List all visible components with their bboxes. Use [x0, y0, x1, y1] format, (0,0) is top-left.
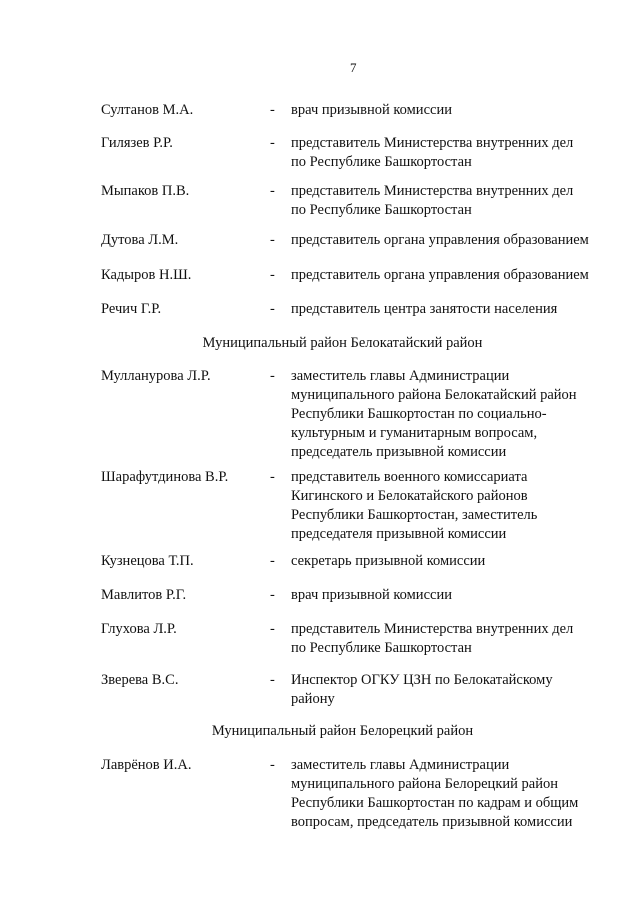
member-name: Дутова Л.М.: [101, 232, 179, 248]
member-role-line: заместитель главы Администрации: [291, 368, 510, 384]
member-name: Лаврёнов И.А.: [101, 757, 192, 773]
member-role-line: культурным и гуманитарным вопросам,: [291, 425, 538, 441]
member-role-line: Республики Башкортостан по кадрам и общим: [291, 795, 579, 811]
separator-dash: -: [270, 587, 275, 603]
member-role-line: врач призывной комиссии: [291, 587, 452, 603]
member-role-line: Республики Башкортостан, заместитель: [291, 507, 538, 523]
member-role: [291, 620, 631, 658]
separator-dash: -: [270, 368, 275, 384]
separator-dash: -: [270, 267, 275, 283]
member-role: [291, 266, 631, 285]
member-role-line: представитель военного комиссариата: [291, 469, 528, 485]
member-name: Шарафутдинова В.Р.: [101, 469, 229, 485]
member-role: [291, 468, 631, 544]
member-role-line: представитель Министерства внутренних дел: [291, 621, 574, 637]
member-role: [291, 182, 631, 220]
member-role-line: району: [291, 691, 335, 707]
member-name: Кузнецова Т.П.: [101, 553, 194, 569]
member-role: [291, 586, 631, 605]
separator-dash: -: [270, 301, 275, 317]
member-role-line: представитель Министерства внутренних дел: [291, 135, 574, 151]
member-role: [291, 231, 631, 250]
member-role: [291, 552, 631, 571]
separator-dash: -: [270, 553, 275, 569]
member-role-line: представитель органа управления образованием: [291, 267, 589, 283]
member-role-line: Инспектор ОГКУ ЦЗН по Белокатайскому: [291, 672, 553, 688]
separator-dash: -: [270, 102, 275, 118]
separator-dash: -: [270, 183, 275, 199]
member-name: Мулланурова Л.Р.: [101, 368, 211, 384]
member-role-line: вопросам, председатель призывной комиссии: [291, 814, 573, 830]
member-role: [291, 756, 631, 832]
member-name: Мавлитов Р.Г.: [101, 587, 187, 603]
member-role-line: представитель центра занятости населения: [291, 301, 558, 317]
member-role-line: врач призывной комиссии: [291, 102, 452, 118]
member-name: Кадыров Н.Ш.: [101, 267, 192, 283]
member-name: Султанов М.А.: [101, 102, 194, 118]
member-role-line: муниципального района Белорецкий район: [291, 776, 558, 792]
member-role-line: заместитель главы Администрации: [291, 757, 510, 773]
member-role-line: Республики Башкортостан по социально-: [291, 406, 547, 422]
member-role-line: по Республике Башкортостан: [291, 154, 472, 170]
member-role: [291, 101, 631, 120]
member-role-line: муниципального района Белокатайский район: [291, 387, 577, 403]
section-heading: Муниципальный район Белорецкий район: [211, 723, 474, 739]
member-role-line: представитель Министерства внутренних дел: [291, 183, 574, 199]
member-role-line: по Республике Башкортостан: [291, 202, 472, 218]
member-name: Зверева В.С.: [101, 672, 179, 688]
member-name: Гилязев Р.Р.: [101, 135, 173, 151]
member-role-line: Кигинского и Белокатайского районов: [291, 488, 528, 504]
member-name: Мыпаков П.В.: [101, 183, 190, 199]
separator-dash: -: [270, 232, 275, 248]
member-role-line: председателя призывной комиссии: [291, 526, 507, 542]
separator-dash: -: [270, 469, 275, 485]
separator-dash: -: [270, 757, 275, 773]
member-role-line: председатель призывной комиссии: [291, 444, 507, 460]
member-role: [291, 134, 631, 172]
member-name: Речич Г.Р.: [101, 301, 162, 317]
separator-dash: -: [270, 135, 275, 151]
separator-dash: -: [270, 672, 275, 688]
member-role-line: по Республике Башкортостан: [291, 640, 472, 656]
separator-dash: -: [270, 621, 275, 637]
section-heading: Муниципальный район Белокатайский район: [202, 335, 483, 351]
member-role: [291, 367, 631, 462]
member-role-line: представитель органа управления образованием: [291, 232, 589, 248]
page-number: 7: [350, 60, 357, 75]
member-role-line: секретарь призывной комиссии: [291, 553, 486, 569]
member-role: [291, 300, 631, 319]
member-role: [291, 671, 631, 709]
member-name: Глухова Л.Р.: [101, 621, 177, 637]
